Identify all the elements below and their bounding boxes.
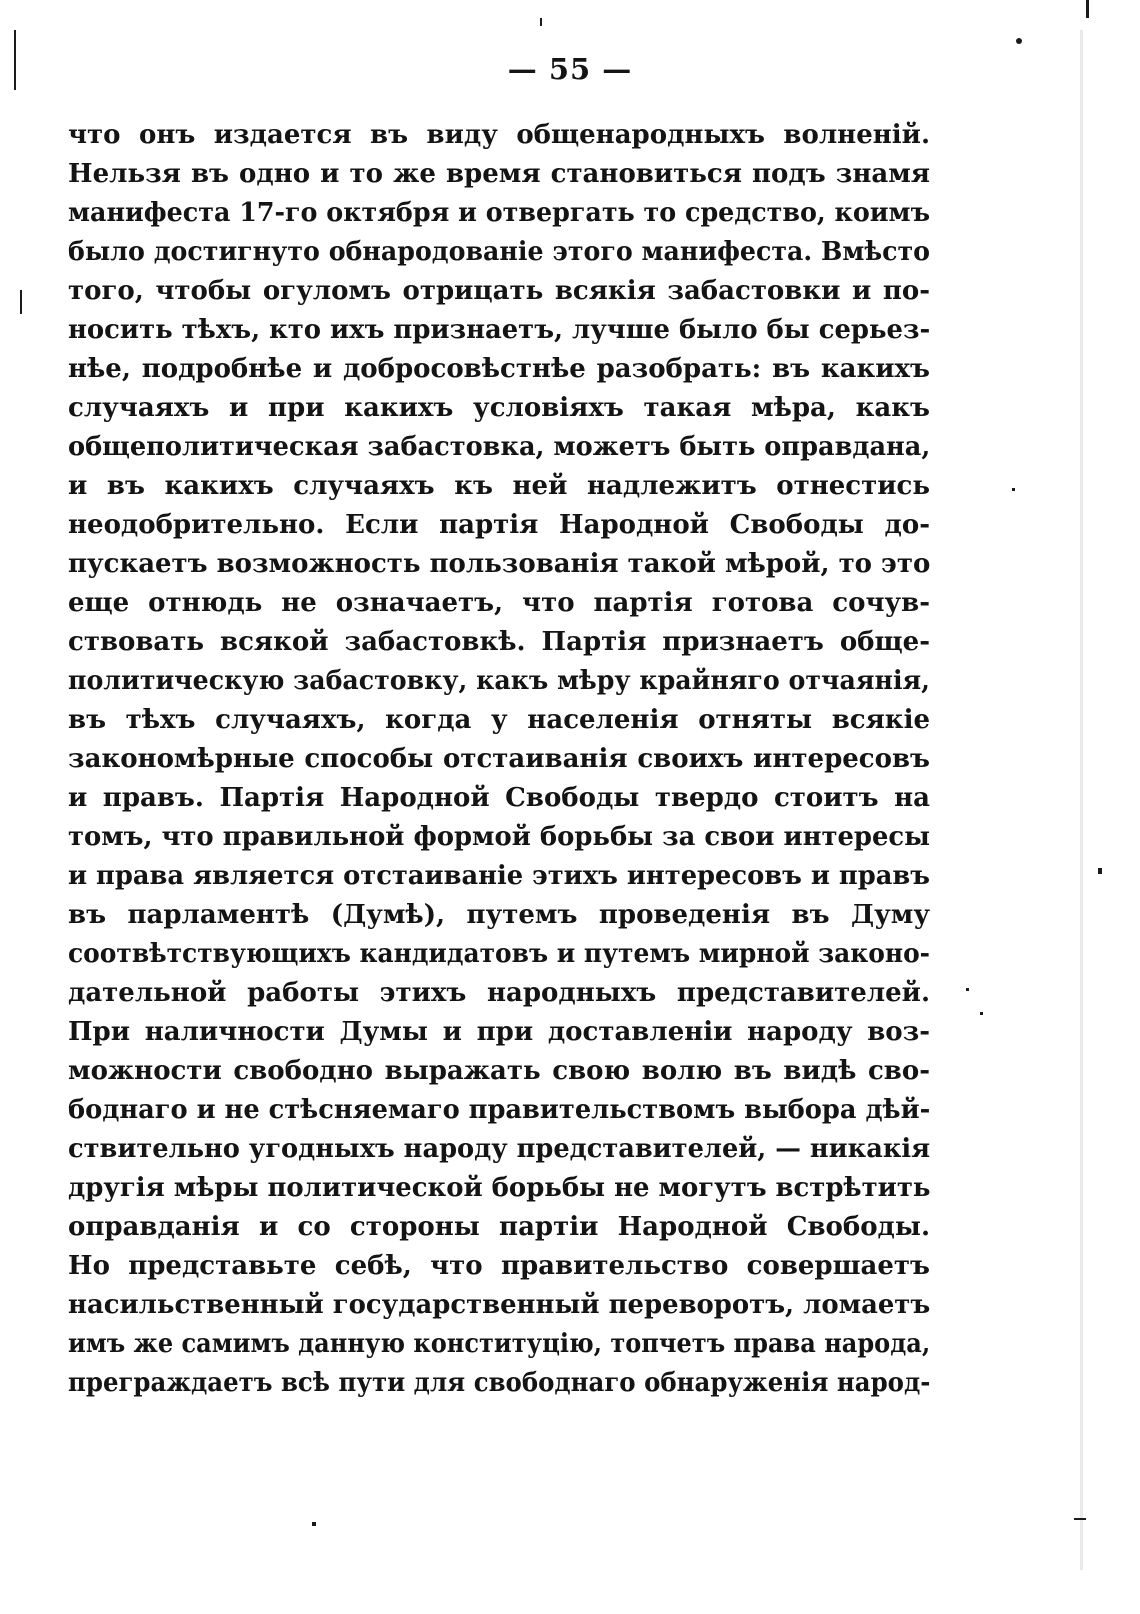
text-line: Но представьте себѣ, что правительство совершаетъ xyxy=(68,1251,930,1281)
text-line: оправданія и со стороны партіи Народной Свободы. xyxy=(68,1212,930,1242)
scan-dust-mark xyxy=(1074,1518,1086,1520)
scan-dust-mark xyxy=(540,18,542,26)
text-line: еще отнюдь не означаетъ, что партія готова сочув- xyxy=(68,588,930,618)
text-line: Нельзя въ одно и то же время становиться подъ знамя xyxy=(68,159,930,189)
text-line: пускаетъ возможность пользованія такой мѣрой, то это xyxy=(68,549,931,579)
text-line: политическую забастовку, какъ мѣру крайняго отчаянія, xyxy=(68,666,930,696)
scan-dust-mark xyxy=(966,988,969,991)
text-line: манифеста 17-го октября и отвергать то средство, коимъ xyxy=(68,198,931,228)
text-line: случаяхъ и при какихъ условіяхъ такая мѣра, какъ xyxy=(68,393,930,423)
text-line: и права является отстаиваніе этихъ интересовъ и правъ xyxy=(68,861,931,891)
scan-dust-mark xyxy=(312,1522,316,1526)
text-line: ствовать всякой забастовкѣ. Партія признаетъ обще- xyxy=(68,627,930,657)
text-line: и правъ. Партія Народной Свободы твердо стоитъ на xyxy=(68,783,930,813)
text-line: можности свободно выражать свою волю въ видѣ сво- xyxy=(68,1056,930,1086)
text-line: другія мѣры политической борьбы не могутъ встрѣтить xyxy=(68,1173,931,1203)
body-text xyxy=(68,116,930,1403)
scan-dust-mark xyxy=(1012,488,1015,491)
text-line: закономѣрные способы отстаиванія своихъ интересовъ xyxy=(68,744,930,774)
text-line: и въ какихъ случаяхъ къ ней надлежитъ отнестись xyxy=(68,471,930,501)
text-line: того, чтобы огуломъ отрицать всякія забастовки и по- xyxy=(68,276,930,306)
page-number: — 55 — xyxy=(507,52,633,86)
text-line: неодобрительно. Если партія Народной Свободы до- xyxy=(68,510,930,540)
scan-edge-mark xyxy=(1080,30,1083,1570)
text-line: томъ, что правильной формой борьбы за свои интересы xyxy=(68,822,931,852)
text-line: нѣе, подробнѣе и добросовѣстнѣе разобрать: въ какихъ xyxy=(68,354,930,384)
text-line: было достигнуто обнародованіе этого манифеста. Вмѣсто xyxy=(68,237,930,267)
scan-dust-mark xyxy=(1016,38,1022,44)
text-line: въ тѣхъ случаяхъ, когда у населенія отняты всякіе xyxy=(68,705,930,735)
text-line: что онъ издается въ виду общенародныхъ волненій. xyxy=(68,120,930,150)
scan-edge-mark xyxy=(20,290,22,314)
text-line: насильственный государственный переворотъ, ломаетъ xyxy=(68,1290,931,1320)
text-line: соотвѣтствующихъ кандидатовъ и путемъ мирной законо- xyxy=(68,939,931,969)
text-line: имъ же самимъ данную конституцію, топчетъ права народа, xyxy=(68,1329,931,1359)
text-line: дательной работы этихъ народныхъ представителей. xyxy=(68,978,930,1008)
scan-dust-mark xyxy=(980,1012,983,1015)
text-line: въ парламентѣ (Думѣ), путемъ проведенія въ Думу xyxy=(68,900,930,930)
text-line: При наличности Думы и при доставленіи народу воз- xyxy=(68,1017,930,1047)
text-line: носить тѣхъ, кто ихъ признаетъ, лучше было бы серьез- xyxy=(68,315,931,345)
text-line: ствительно угодныхъ народу представителей, — никакія xyxy=(68,1134,931,1164)
text-line: боднаго и не стѣсняемаго правительствомъ выбора дѣй- xyxy=(68,1095,931,1125)
scan-dust-mark xyxy=(1098,868,1102,874)
scan-edge-mark xyxy=(1086,0,1089,18)
text-line: общеполитическая забастовка, можетъ быть оправдана, xyxy=(68,432,931,462)
text-line: преграждаетъ всѣ пути для свободнаго обнаруженія народ- xyxy=(68,1368,931,1398)
